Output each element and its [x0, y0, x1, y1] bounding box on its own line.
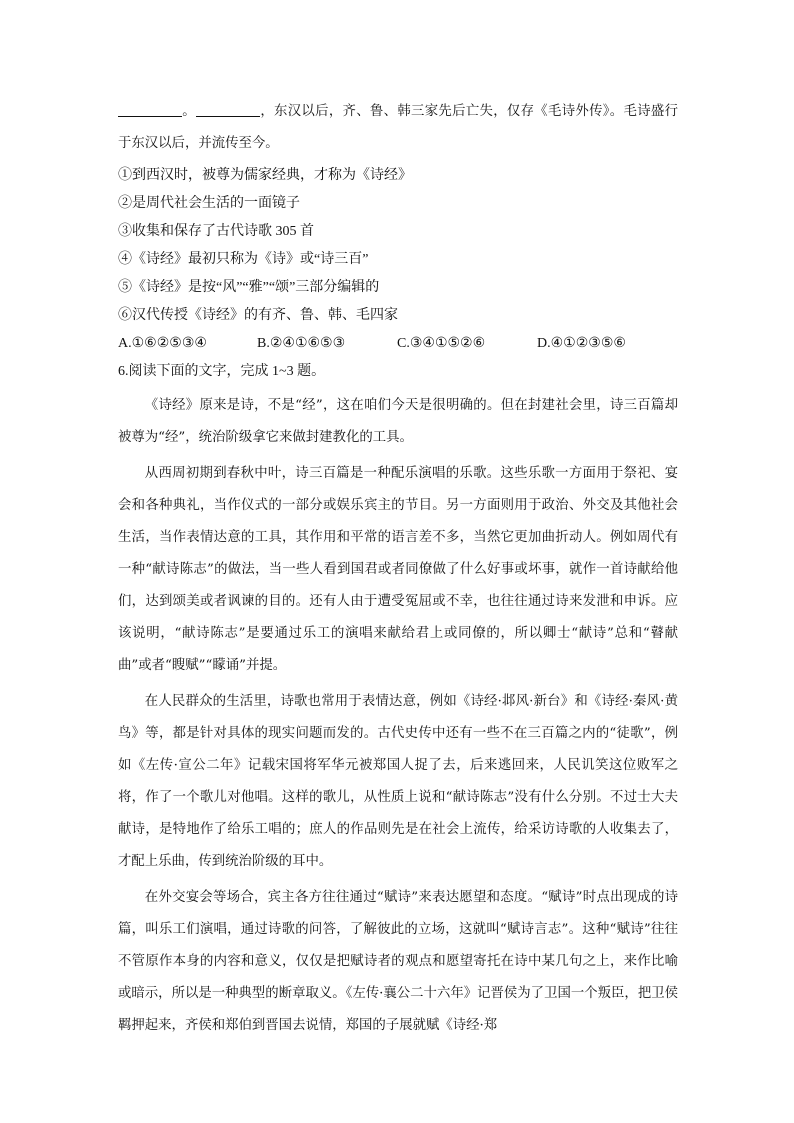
sentence-item: ①到西汉时，被尊为儒家经典，才称为《诗经》: [118, 168, 412, 183]
choice-a[interactable]: A.①⑥②⑤③④: [118, 336, 207, 351]
answer-choices: [118, 330, 678, 358]
sentence-item: ②是周代社会生活的一面镜子: [118, 196, 300, 211]
intro-text-2: ，东汉以后，齐、鲁、韩三家先后亡失，仅存《毛诗外传》。毛诗盛行于东汉以后，并流传至今。: [118, 104, 678, 151]
sentence-item: ③收集和保存了古代诗歌 305 首: [118, 224, 314, 239]
question-6-heading: 6.阅读下面的文字，完成 1~3 题。: [118, 364, 326, 379]
passage-paragraph-3: 在人民群众的生活里，诗歌也常用于表情达意，例如《诗经·邶风·新台》和《诗经·秦风·黄鸟》等，都是针对具体的现实问题而发的。古代史传中还有一些不在三百篇之内的“徒歌”，例如《左传·宣公二年》记载宋国将军华元被郑国人捉了去，后来逃回来，人民讥笑这位败军之将，作了一个歌儿对他唱。这样的歌儿，从性质上说和“献诗陈志”没有什么分别。不过士大夫献诗，是特地作了给乐工唱的；庶人的作品则先是在社会上流传，给采访诗歌的人收集去了，才配上乐曲，传到统治阶级的耳中。: [118, 694, 678, 869]
choice-b[interactable]: B.②④①⑥⑤③: [257, 336, 346, 351]
passage-paragraph-1: 《诗经》原来是诗，不是“经”，这在咱们今天是很明确的。但在封建社会里，诗三百篇却被尊为“经”，统治阶级拿它来做封建教化的工具。: [118, 398, 678, 445]
sentence-item: ④《诗经》最初只称为《诗》或“诗三百”: [118, 252, 369, 267]
choice-d[interactable]: D.④①②③⑤⑥: [537, 336, 626, 351]
intro-paragraph: [118, 96, 678, 160]
intro-text-1: 。: [182, 104, 197, 119]
answer-blank-2[interactable]: [196, 102, 260, 117]
answer-blank-1[interactable]: [118, 102, 182, 117]
document-page: [118, 96, 678, 1042]
sentence-item: ⑥汉代传授《诗经》的有齐、鲁、韩、毛四家: [118, 308, 398, 323]
sentence-item: ⑤《诗经》是按“风”“雅”“颂”三部分编辑的: [118, 280, 380, 295]
sentence-items: [118, 162, 678, 330]
passage-paragraph-4: 在外交宴会等场合，宾主各方往往通过“赋诗”来表达愿望和态度。“赋诗”时点出现成的诗篇，叫乐工们演唱，通过诗歌的问答，了解彼此的立场，这就叫“赋诗言志”。这种“赋诗”往往不管原作本身的内容和意义，仅仅是把赋诗者的观点和愿望寄托在诗中某几句之上，来作比喻或暗示，所以是一种典型的断章取义。《左传·襄公二十六年》记晋侯为了卫国一个叛臣，把卫侯羁押起来，齐侯和郑伯到晋国去说情，郑国的子展就赋《诗经·郑: [118, 890, 678, 1033]
passage-paragraph-2: 从西周初期到春秋中叶，诗三百篇是一种配乐演唱的乐歌。这些乐歌一方面用于祭祀、宴会和各种典礼，当作仪式的一部分或娱乐宾主的节目。另一方面则用于政治、外交及其他社会生活，当作表情达意的工具，其作用和平常的语言差不多，当然它更加曲折动人。例如周代有一种“献诗陈志”的做法，当一些人看到国君或者同僚做了什么好事或坏事，就作一首诗献给他们，达到颂美或者讽谏的目的。还有人由于遭受冤屈或不幸，也往往通过诗来发泄和申诉。应该说明，“献诗陈志”是要通过乐工的演唱来献给君上或同僚的，所以卿士“献诗”总和“瞽献曲”或者“瞍赋”“矇诵”并提。: [118, 466, 678, 673]
choice-c[interactable]: C.③④①⑤②⑥: [397, 336, 486, 351]
